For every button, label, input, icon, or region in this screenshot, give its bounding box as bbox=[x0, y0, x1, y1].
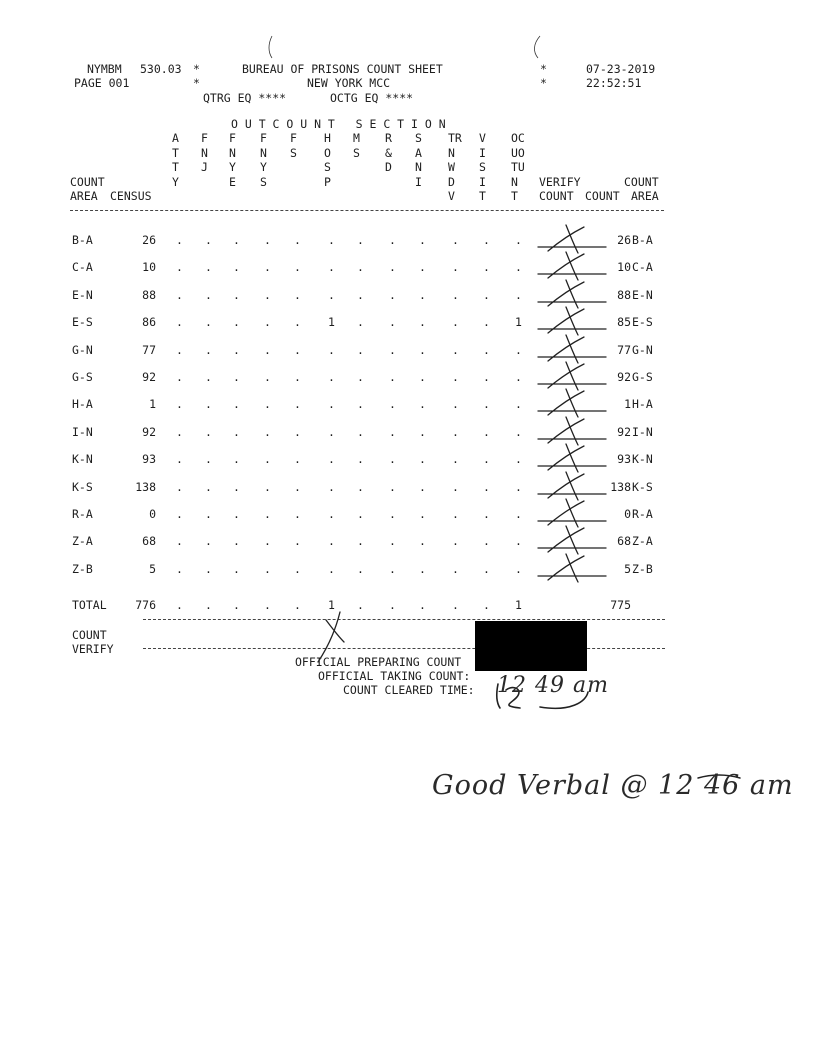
outcount-cell: . bbox=[419, 288, 426, 302]
outcount-cell: . bbox=[419, 315, 426, 329]
row-count-area: G-S bbox=[632, 370, 653, 384]
outcount-cell: . bbox=[419, 507, 426, 521]
row-census: 10 bbox=[142, 260, 156, 274]
outcount-cell: . bbox=[233, 480, 240, 494]
outcount-cell: . bbox=[419, 397, 426, 411]
outcount-cell: . bbox=[357, 233, 364, 247]
row-census: 86 bbox=[142, 315, 156, 329]
outcount-cell: . bbox=[483, 562, 490, 576]
outcount-cell: . bbox=[389, 562, 396, 576]
outcount-cell: . bbox=[328, 288, 335, 302]
outcount-cell: . bbox=[419, 534, 426, 548]
row-census: 68 bbox=[142, 534, 156, 548]
row-count: 10 bbox=[617, 260, 631, 274]
outcount-cell: . bbox=[419, 343, 426, 357]
outcount-cell: . bbox=[357, 343, 364, 357]
outcount-cell: . bbox=[176, 260, 183, 274]
outcount-cell: . bbox=[419, 260, 426, 274]
verify-check-mark bbox=[538, 417, 606, 445]
outcount-cell: . bbox=[452, 425, 459, 439]
outcount-cell: . bbox=[205, 315, 212, 329]
outcount-cell: . bbox=[328, 370, 335, 384]
outcount-cell: . bbox=[515, 397, 522, 411]
header-star: * bbox=[540, 62, 547, 76]
outcount-cell: . bbox=[233, 425, 240, 439]
count-verify-label: VERIFY bbox=[72, 642, 114, 656]
outcount-code-header: F N Y S bbox=[260, 131, 267, 189]
row-area: G-N bbox=[72, 343, 93, 357]
outcount-cell: . bbox=[233, 397, 240, 411]
outcount-cell: . bbox=[515, 233, 522, 247]
header-star: * bbox=[193, 62, 200, 76]
outcount-cell: . bbox=[328, 260, 335, 274]
row-census: 5 bbox=[149, 562, 156, 576]
outcount-cell: . bbox=[233, 562, 240, 576]
outcount-cell: . bbox=[294, 397, 301, 411]
row-area: G-S bbox=[72, 370, 93, 384]
verify-check-mark bbox=[538, 499, 606, 527]
outcount-cell: . bbox=[205, 452, 212, 466]
outcount-cell: . bbox=[328, 480, 335, 494]
outcount-cell: . bbox=[264, 260, 271, 274]
outcount-cell: . bbox=[205, 534, 212, 548]
page-title: BUREAU OF PRISONS COUNT SHEET bbox=[242, 62, 443, 76]
outcount-code-header: F S bbox=[290, 131, 297, 160]
total-label: TOTAL bbox=[72, 598, 107, 612]
outcount-cell: . bbox=[483, 425, 490, 439]
cleared-time-handwriting: 12 49 am bbox=[497, 673, 609, 698]
outcount-cell: . bbox=[264, 507, 271, 521]
outcount-section-title: O U T C O U N T S E C T I O N bbox=[231, 117, 446, 131]
outcount-code-header: TR N W D V bbox=[448, 131, 462, 203]
outcount-cell: . bbox=[452, 370, 459, 384]
row-area: C-A bbox=[72, 260, 93, 274]
total-count: 775 bbox=[610, 598, 631, 612]
total-outcount-cell: . bbox=[264, 598, 271, 612]
row-census: 0 bbox=[149, 507, 156, 521]
outcount-code-header: OC UO TU N T bbox=[511, 131, 525, 203]
outcount-cell: . bbox=[452, 260, 459, 274]
verify-check-mark bbox=[538, 472, 606, 500]
outcount-cell: . bbox=[264, 343, 271, 357]
outcount-cell: . bbox=[294, 562, 301, 576]
row-area: K-N bbox=[72, 452, 93, 466]
outcount-cell: . bbox=[176, 370, 183, 384]
outcount-cell: . bbox=[452, 343, 459, 357]
total-outcount-cell: 1 bbox=[515, 598, 522, 612]
row-census: 138 bbox=[135, 480, 156, 494]
outcount-cell: . bbox=[294, 260, 301, 274]
report-time: 22:52:51 bbox=[586, 76, 642, 90]
outcount-cell: . bbox=[294, 425, 301, 439]
total-outcount-cell: . bbox=[205, 598, 212, 612]
facility-code: NYMBM bbox=[87, 62, 122, 76]
outcount-cell: . bbox=[357, 507, 364, 521]
outcount-cell: . bbox=[176, 315, 183, 329]
outcount-cell: . bbox=[452, 562, 459, 576]
outcount-code-header: S A N I bbox=[415, 131, 422, 189]
outcount-code-header: F N Y E bbox=[229, 131, 236, 189]
outcount-cell: . bbox=[419, 480, 426, 494]
outcount-code-header: F N J bbox=[201, 131, 208, 174]
outcount-cell: . bbox=[233, 507, 240, 521]
outcount-cell: . bbox=[176, 562, 183, 576]
outcount-cell: . bbox=[515, 370, 522, 384]
outcount-code-header: V I S I T bbox=[479, 131, 486, 203]
row-count: 5 bbox=[624, 562, 631, 576]
row-census: 92 bbox=[142, 370, 156, 384]
total-census: 776 bbox=[135, 598, 156, 612]
total-outcount-cell: . bbox=[483, 598, 490, 612]
header-star: * bbox=[193, 76, 200, 90]
outcount-cell: . bbox=[419, 452, 426, 466]
outcount-cell: . bbox=[264, 315, 271, 329]
row-count-area: K-N bbox=[632, 452, 653, 466]
row-count-area: I-N bbox=[632, 425, 653, 439]
row-count-area: E-N bbox=[632, 288, 653, 302]
outcount-cell: . bbox=[264, 480, 271, 494]
verify-check-mark bbox=[538, 307, 606, 335]
outcount-cell: . bbox=[357, 397, 364, 411]
row-census: 1 bbox=[149, 397, 156, 411]
page-number: PAGE 001 bbox=[74, 76, 130, 90]
outcount-cell: . bbox=[176, 425, 183, 439]
outcount-cell: . bbox=[264, 288, 271, 302]
signature-mark bbox=[318, 612, 344, 662]
outcount-cell: . bbox=[176, 480, 183, 494]
header-star: * bbox=[540, 76, 547, 90]
count-header: COUNT bbox=[585, 189, 620, 203]
outcount-cell: . bbox=[233, 452, 240, 466]
outcount-cell: . bbox=[233, 370, 240, 384]
verbal-note-handwriting: Good Verbal @ 12 46 am bbox=[432, 770, 794, 801]
outcount-cell: . bbox=[264, 425, 271, 439]
row-count-area: E-S bbox=[632, 315, 653, 329]
outcount-cell: . bbox=[176, 343, 183, 357]
outcount-cell: . bbox=[205, 562, 212, 576]
outcount-cell: . bbox=[294, 233, 301, 247]
outcount-cell: . bbox=[483, 480, 490, 494]
outcount-cell: . bbox=[483, 288, 490, 302]
row-census: 77 bbox=[142, 343, 156, 357]
row-count: 85 bbox=[617, 315, 631, 329]
verify-header: COUNT bbox=[539, 189, 574, 203]
outcount-cell: . bbox=[389, 260, 396, 274]
count-verify-label: COUNT bbox=[72, 628, 107, 642]
outcount-cell: . bbox=[176, 288, 183, 302]
outcount-cell: . bbox=[357, 425, 364, 439]
outcount-cell: . bbox=[205, 425, 212, 439]
row-count-area: Z-A bbox=[632, 534, 653, 548]
outcount-cell: . bbox=[328, 452, 335, 466]
row-count-area: Z-B bbox=[632, 562, 653, 576]
verify-check-mark bbox=[538, 444, 606, 472]
outcount-cell: . bbox=[264, 562, 271, 576]
row-count: 88 bbox=[617, 288, 631, 302]
outcount-cell: . bbox=[389, 507, 396, 521]
row-area: E-S bbox=[72, 315, 93, 329]
outcount-cell: . bbox=[389, 233, 396, 247]
outcount-cell: . bbox=[294, 452, 301, 466]
outcount-cell: . bbox=[452, 480, 459, 494]
outcount-cell: . bbox=[176, 452, 183, 466]
total-outcount-cell: . bbox=[419, 598, 426, 612]
row-census: 26 bbox=[142, 233, 156, 247]
verify-check-mark bbox=[538, 526, 606, 554]
outcount-cell: . bbox=[357, 534, 364, 548]
outcount-cell: . bbox=[205, 288, 212, 302]
outcount-cell: 1 bbox=[328, 315, 335, 329]
row-area: Z-B bbox=[72, 562, 93, 576]
row-count-area: R-A bbox=[632, 507, 653, 521]
outcount-cell: . bbox=[419, 562, 426, 576]
outcount-cell: . bbox=[294, 507, 301, 521]
row-census: 93 bbox=[142, 452, 156, 466]
row-count: 68 bbox=[617, 534, 631, 548]
row-area: B-A bbox=[72, 233, 93, 247]
outcount-cell: . bbox=[515, 534, 522, 548]
row-area: I-N bbox=[72, 425, 93, 439]
outcount-cell: . bbox=[294, 370, 301, 384]
verify-check-mark bbox=[538, 335, 606, 363]
outcount-cell: . bbox=[357, 480, 364, 494]
verify-check-mark bbox=[538, 362, 606, 390]
outcount-cell: . bbox=[452, 315, 459, 329]
outcount-cell: . bbox=[419, 233, 426, 247]
outcount-cell: . bbox=[452, 233, 459, 247]
report-date: 07-23-2019 bbox=[586, 62, 656, 76]
outcount-code-header: R & D bbox=[385, 131, 392, 174]
outcount-cell: . bbox=[205, 507, 212, 521]
outcount-cell: . bbox=[357, 260, 364, 274]
official-preparing-label: OFFICIAL PREPARING COUNT bbox=[295, 655, 462, 669]
outcount-cell: . bbox=[357, 288, 364, 302]
row-count: 138 bbox=[610, 480, 631, 494]
row-area: K-S bbox=[72, 480, 93, 494]
outcount-cell: . bbox=[233, 288, 240, 302]
outcount-cell: . bbox=[483, 315, 490, 329]
official-taking-label: OFFICIAL TAKING COUNT: bbox=[318, 669, 471, 683]
outcount-cell: . bbox=[515, 507, 522, 521]
count-area-header: AREA bbox=[70, 189, 98, 203]
outcount-cell: . bbox=[264, 452, 271, 466]
outcount-cell: . bbox=[515, 425, 522, 439]
outcount-code-header: M S bbox=[353, 131, 360, 160]
row-count-area: K-S bbox=[632, 480, 653, 494]
facility-name: NEW YORK MCC bbox=[307, 76, 391, 90]
outcount-cell: . bbox=[515, 260, 522, 274]
outcount-cell: . bbox=[357, 562, 364, 576]
outcount-cell: . bbox=[294, 315, 301, 329]
verify-check-mark bbox=[538, 280, 606, 308]
row-count: 92 bbox=[617, 370, 631, 384]
outcount-cell: . bbox=[328, 507, 335, 521]
outcount-cell: . bbox=[452, 288, 459, 302]
outcount-cell: . bbox=[233, 534, 240, 548]
outcount-cell: . bbox=[233, 315, 240, 329]
total-outcount-cell: 1 bbox=[328, 598, 335, 612]
outcount-cell: . bbox=[328, 562, 335, 576]
outcount-cell: . bbox=[205, 260, 212, 274]
outcount-cell: . bbox=[452, 534, 459, 548]
outcount-cell: . bbox=[483, 534, 490, 548]
total-outcount-cell: . bbox=[294, 598, 301, 612]
row-area: R-A bbox=[72, 507, 93, 521]
outcount-cell: . bbox=[389, 343, 396, 357]
verify-check-mark bbox=[538, 252, 606, 280]
outcount-cell: . bbox=[483, 452, 490, 466]
outcount-cell: . bbox=[328, 343, 335, 357]
outcount-cell: . bbox=[294, 288, 301, 302]
outcount-cell: . bbox=[452, 507, 459, 521]
outcount-cell: . bbox=[389, 397, 396, 411]
row-count: 92 bbox=[617, 425, 631, 439]
outcount-cell: . bbox=[389, 370, 396, 384]
outcount-cell: . bbox=[389, 534, 396, 548]
count-header: COUNT bbox=[624, 175, 659, 189]
total-outcount-cell: . bbox=[176, 598, 183, 612]
outcount-cell: . bbox=[205, 370, 212, 384]
outcount-cell: . bbox=[176, 507, 183, 521]
outcount-cell: . bbox=[328, 425, 335, 439]
outcount-cell: . bbox=[419, 425, 426, 439]
total-outcount-cell: . bbox=[357, 598, 364, 612]
total-outcount-cell: . bbox=[452, 598, 459, 612]
outcount-cell: . bbox=[389, 452, 396, 466]
outcount-cell: . bbox=[233, 233, 240, 247]
outcount-code-header: H O S P bbox=[324, 131, 331, 189]
row-area: E-N bbox=[72, 288, 93, 302]
outcount-cell: . bbox=[176, 233, 183, 247]
outcount-cell: . bbox=[294, 343, 301, 357]
outcount-cell: . bbox=[233, 343, 240, 357]
row-census: 88 bbox=[142, 288, 156, 302]
outcount-cell: . bbox=[176, 534, 183, 548]
outcount-code-header: A T T Y bbox=[172, 131, 179, 189]
verify-check-mark bbox=[538, 554, 606, 582]
outcount-cell: . bbox=[176, 397, 183, 411]
row-count-area: C-A bbox=[632, 260, 653, 274]
outcount-cell: . bbox=[205, 480, 212, 494]
outcount-cell: . bbox=[483, 397, 490, 411]
outcount-cell: . bbox=[357, 370, 364, 384]
version-number: 530.03 bbox=[140, 62, 182, 76]
count-area-header: COUNT bbox=[70, 175, 105, 189]
outcount-cell: . bbox=[294, 534, 301, 548]
outcount-cell: . bbox=[264, 534, 271, 548]
verify-check-marks bbox=[538, 225, 606, 582]
outcount-cell: . bbox=[264, 397, 271, 411]
census-header: CENSUS bbox=[110, 189, 152, 203]
outcount-cell: . bbox=[515, 288, 522, 302]
outcount-cell: . bbox=[389, 480, 396, 494]
outcount-cell: . bbox=[483, 260, 490, 274]
outcount-cell: . bbox=[328, 534, 335, 548]
row-count: 1 bbox=[624, 397, 631, 411]
row-area: H-A bbox=[72, 397, 93, 411]
outcount-cell: . bbox=[389, 288, 396, 302]
outcount-cell: . bbox=[205, 233, 212, 247]
outcount-cell: . bbox=[483, 343, 490, 357]
row-count: 77 bbox=[617, 343, 631, 357]
outcount-cell: . bbox=[515, 452, 522, 466]
outcount-cell: . bbox=[357, 315, 364, 329]
row-count: 26 bbox=[617, 233, 631, 247]
outcount-cell: . bbox=[452, 397, 459, 411]
verify-check-mark bbox=[538, 389, 606, 417]
verify-check-mark bbox=[538, 225, 606, 253]
row-count-area: H-A bbox=[632, 397, 653, 411]
row-count-area: B-A bbox=[632, 233, 653, 247]
scan-artifacts bbox=[269, 36, 540, 58]
octg-label: OCTG EQ **** bbox=[330, 91, 414, 105]
outcount-cell: . bbox=[294, 480, 301, 494]
outcount-cell: . bbox=[389, 425, 396, 439]
row-count-area: G-N bbox=[632, 343, 653, 357]
outcount-cell: . bbox=[515, 480, 522, 494]
outcount-cell: . bbox=[357, 452, 364, 466]
row-census: 92 bbox=[142, 425, 156, 439]
verify-header: VERIFY bbox=[539, 175, 581, 189]
total-outcount-cell: . bbox=[233, 598, 240, 612]
outcount-cell: . bbox=[483, 370, 490, 384]
outcount-cell: . bbox=[515, 343, 522, 357]
outcount-cell: 1 bbox=[515, 315, 522, 329]
row-count: 93 bbox=[617, 452, 631, 466]
outcount-cell: . bbox=[328, 397, 335, 411]
total-outcount-cell: . bbox=[389, 598, 396, 612]
outcount-cell: . bbox=[264, 370, 271, 384]
outcount-cell: . bbox=[205, 397, 212, 411]
count-area-right-header: AREA bbox=[631, 189, 659, 203]
outcount-cell: . bbox=[483, 507, 490, 521]
outcount-cell: . bbox=[515, 562, 522, 576]
outcount-cell: . bbox=[389, 315, 396, 329]
row-count: 0 bbox=[624, 507, 631, 521]
outcount-cell: . bbox=[483, 233, 490, 247]
outcount-cell: . bbox=[264, 233, 271, 247]
count-cleared-label: COUNT CLEARED TIME: bbox=[343, 683, 475, 697]
outcount-cell: . bbox=[328, 233, 335, 247]
outcount-cell: . bbox=[452, 452, 459, 466]
outcount-cell: . bbox=[419, 370, 426, 384]
outcount-cell: . bbox=[205, 343, 212, 357]
outcount-cell: . bbox=[233, 260, 240, 274]
qtrg-label: QTRG EQ **** bbox=[203, 91, 287, 105]
row-area: Z-A bbox=[72, 534, 93, 548]
